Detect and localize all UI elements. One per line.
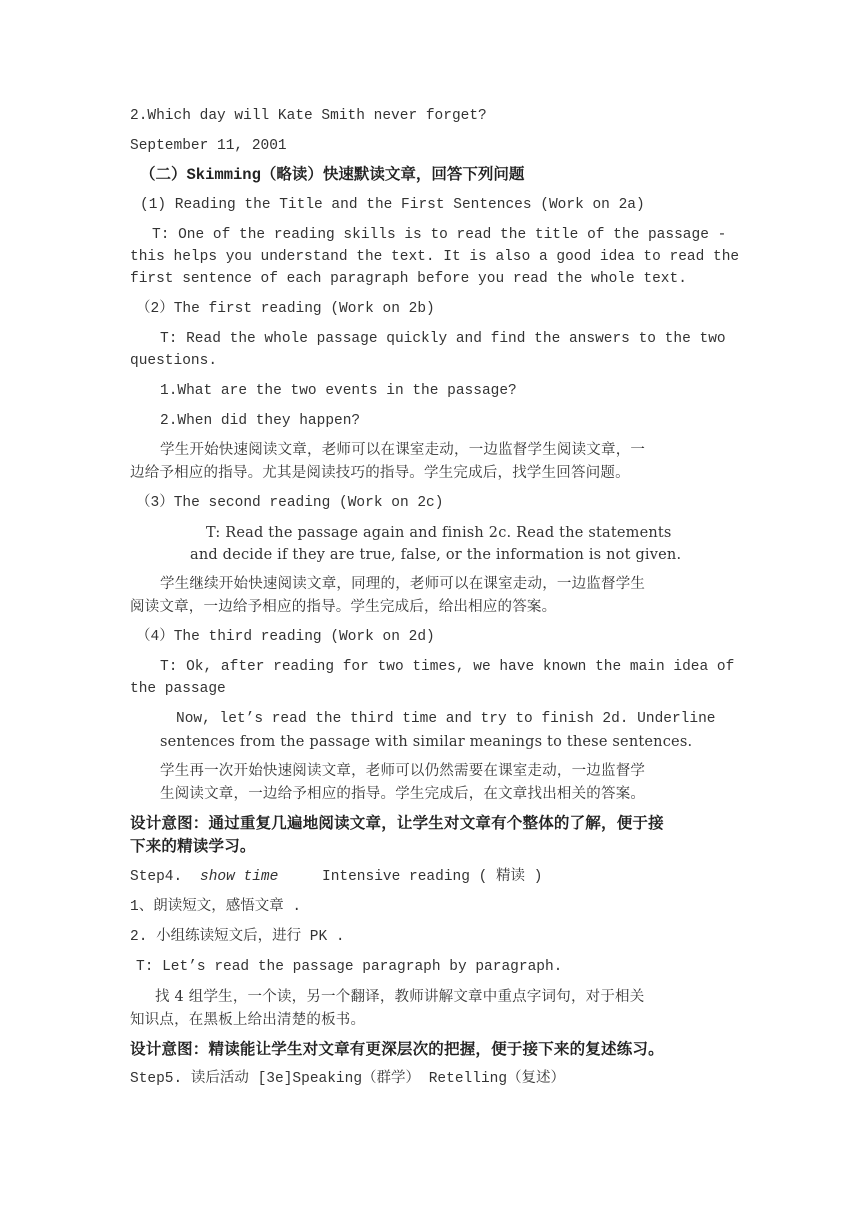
teacher-instruction: T: Let’s read the passage paragraph by paragraph. — [136, 959, 563, 975]
chinese-paragraph-line: 找 4 组学生，一个读，另一个翻译，教师讲解文章中重点字词句，对于相关 — [155, 989, 645, 1005]
text-line: first sentence of each paragraph before you read the whole text. — [130, 271, 687, 287]
step-4-intensive-reading: Intensive reading ( 精读 ) — [322, 869, 543, 885]
step-2-title: （2）The first reading (Work on 2b) — [136, 301, 435, 317]
chinese-paragraph-line: 知识点，在黑板上给出清楚的板书。 — [130, 1012, 366, 1028]
step-5-heading: Step5. 读后活动 [3e]Speaking（群学） Retelling（复述） — [130, 1071, 566, 1087]
chinese-paragraph-line: 生阅读文章，一边给予相应的指导。学生完成后，在文章找出相关的答案。 — [160, 786, 646, 802]
chinese-paragraph-line: 边给予相应的指导。尤其是阅读技巧的指导。学生完成后，找学生回答问题。 — [130, 465, 630, 481]
text-line: T: One of the reading skills is to read the title of the passage - — [152, 227, 727, 243]
text-line: T: Read the whole passage quickly and find the answers to the two — [160, 331, 726, 347]
text-line: this helps you understand the text. It is also a good idea to read the — [130, 249, 740, 265]
text-line: Now, let’s read the third time and try to finish 2d. Underline — [176, 711, 716, 727]
step-4-label: Step4. — [130, 869, 183, 885]
step-4-show-time: show time — [200, 869, 279, 885]
chinese-paragraph-line: 学生再一次开始快速阅读文章，老师可以仍然需要在课室走动，一边监督学 — [160, 763, 646, 779]
text-line: T: Read the passage again and finish 2c. Read the statements — [206, 525, 672, 541]
chinese-paragraph-line: 学生继续开始快速阅读文章，同理的，老师可以在课室走动，一边监督学生 — [160, 576, 646, 592]
text-line: T: Ok, after reading for two times, we have known the main idea of — [160, 659, 735, 675]
text-line: and decide if they are true, false, or the information is not given. — [190, 547, 682, 563]
question-events: 1.What are the two events in the passage? — [160, 383, 517, 399]
step-1-title: (1) Reading the Title and the First Sentences (Work on 2a) — [140, 197, 645, 213]
chinese-paragraph-line: 阅读文章，一边给予相应的指导。学生完成后，给出相应的答案。 — [130, 599, 557, 615]
text-line: questions. — [130, 353, 218, 369]
text-line: the passage — [130, 681, 226, 697]
skimming-heading: （二）Skimming（略读）快速默读文章，回答下列问题 — [140, 166, 525, 184]
question-2-answer: September 11, 2001 — [130, 138, 287, 154]
design-intent-2: 设计意图：精读能让学生对文章有更深层次的把握，便于接下来的复述练习。 — [130, 1039, 664, 1058]
step-4-title: （4）The third reading (Work on 2d) — [136, 629, 435, 645]
chinese-paragraph-line: 学生开始快速阅读文章，老师可以在课室走动，一边监督学生阅读文章，一 — [160, 442, 646, 458]
design-intent-1: 设计意图：通过重复几遍地阅读文章，让学生对文章有个整体的了解，便于接 — [130, 813, 664, 832]
list-item-2: 2. 小组练读短文后，进行 PK . — [130, 929, 345, 945]
question-2: 2.Which day will Kate Smith never forget? — [130, 108, 487, 124]
text-line: sentences from the passage with similar meanings to these sentences. — [160, 734, 693, 750]
design-intent-1-continued: 下来的精读学习。 — [130, 836, 256, 855]
question-when: 2.When did they happen? — [160, 413, 361, 429]
list-item-1: 1、朗读短文，感悟文章 . — [130, 899, 302, 915]
step-3-title: （3）The second reading (Work on 2c) — [136, 495, 444, 511]
